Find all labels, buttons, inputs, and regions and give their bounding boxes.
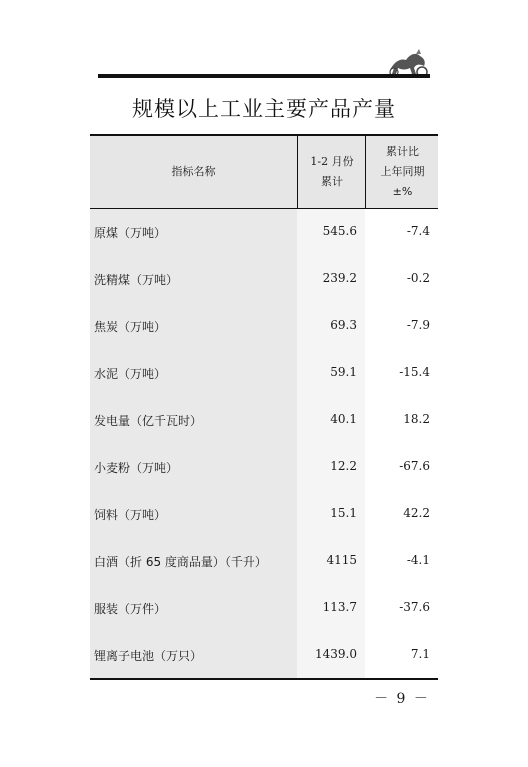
row-yoy: 42.2 <box>403 506 430 520</box>
row-name: 发电量（亿千瓦时） <box>94 414 203 428</box>
row-value: 545.6 <box>322 224 357 238</box>
table-row <box>90 600 438 620</box>
header-cumulative-line2: 累计 <box>321 175 343 188</box>
row-name: 原煤（万吨） <box>94 226 167 240</box>
row-yoy: -37.6 <box>399 600 430 614</box>
header-cumulative-line1: 1-2 月份 <box>310 155 354 168</box>
table-row <box>90 647 438 667</box>
row-name: 水泥（万吨） <box>94 367 167 381</box>
row-value: 113.7 <box>322 600 357 614</box>
header-indicator-name: 指标名称 <box>171 165 216 178</box>
table-row <box>90 412 438 432</box>
row-yoy: -7.9 <box>406 318 430 332</box>
header-yoy-line1: 累计比 <box>386 145 419 158</box>
row-value: 239.2 <box>322 271 357 285</box>
row-yoy: -7.4 <box>406 224 430 238</box>
table-row <box>90 224 438 244</box>
row-name: 焦炭（万吨） <box>94 320 167 334</box>
table-header <box>90 136 438 209</box>
row-value: 40.1 <box>330 412 357 426</box>
table-row <box>90 506 438 526</box>
row-name: 服装（万件） <box>94 602 167 616</box>
table-row <box>90 365 438 385</box>
header-cumulative <box>297 136 366 208</box>
header-yoy <box>365 136 439 208</box>
table-body <box>90 209 438 678</box>
row-name: 洗精煤（万吨） <box>94 273 179 287</box>
row-yoy: -67.6 <box>399 459 430 473</box>
row-name: 白酒（折 65 度商品量）（千升） <box>94 555 267 569</box>
row-yoy: -15.4 <box>399 365 430 379</box>
header-yoy-line3: ±% <box>392 185 413 198</box>
row-yoy: -4.1 <box>406 553 430 567</box>
row-yoy: 7.1 <box>410 647 430 661</box>
row-value: 59.1 <box>330 365 357 379</box>
row-value: 4115 <box>326 553 357 567</box>
row-value: 12.2 <box>330 459 357 473</box>
header-yoy-line2: 上年同期 <box>380 165 425 178</box>
top-rule <box>98 74 430 78</box>
row-yoy: -0.2 <box>406 271 430 285</box>
row-name: 小麦粉（万吨） <box>94 461 179 475</box>
table-row <box>90 271 438 291</box>
table-row <box>90 553 438 573</box>
table-row <box>90 459 438 479</box>
page-title: 规模以上工业主要产品产量 <box>132 97 396 121</box>
row-value: 69.3 <box>330 318 357 332</box>
row-value: 15.1 <box>330 506 357 520</box>
table-row <box>90 318 438 338</box>
row-value: 1439.0 <box>315 647 357 661</box>
row-name: 饲料（万吨） <box>94 508 167 522</box>
row-yoy: 18.2 <box>403 412 430 426</box>
row-name: 锂离子电池（万只） <box>94 649 203 663</box>
page-number: － 9 － <box>374 691 430 707</box>
table-bottom-rule <box>90 678 438 680</box>
